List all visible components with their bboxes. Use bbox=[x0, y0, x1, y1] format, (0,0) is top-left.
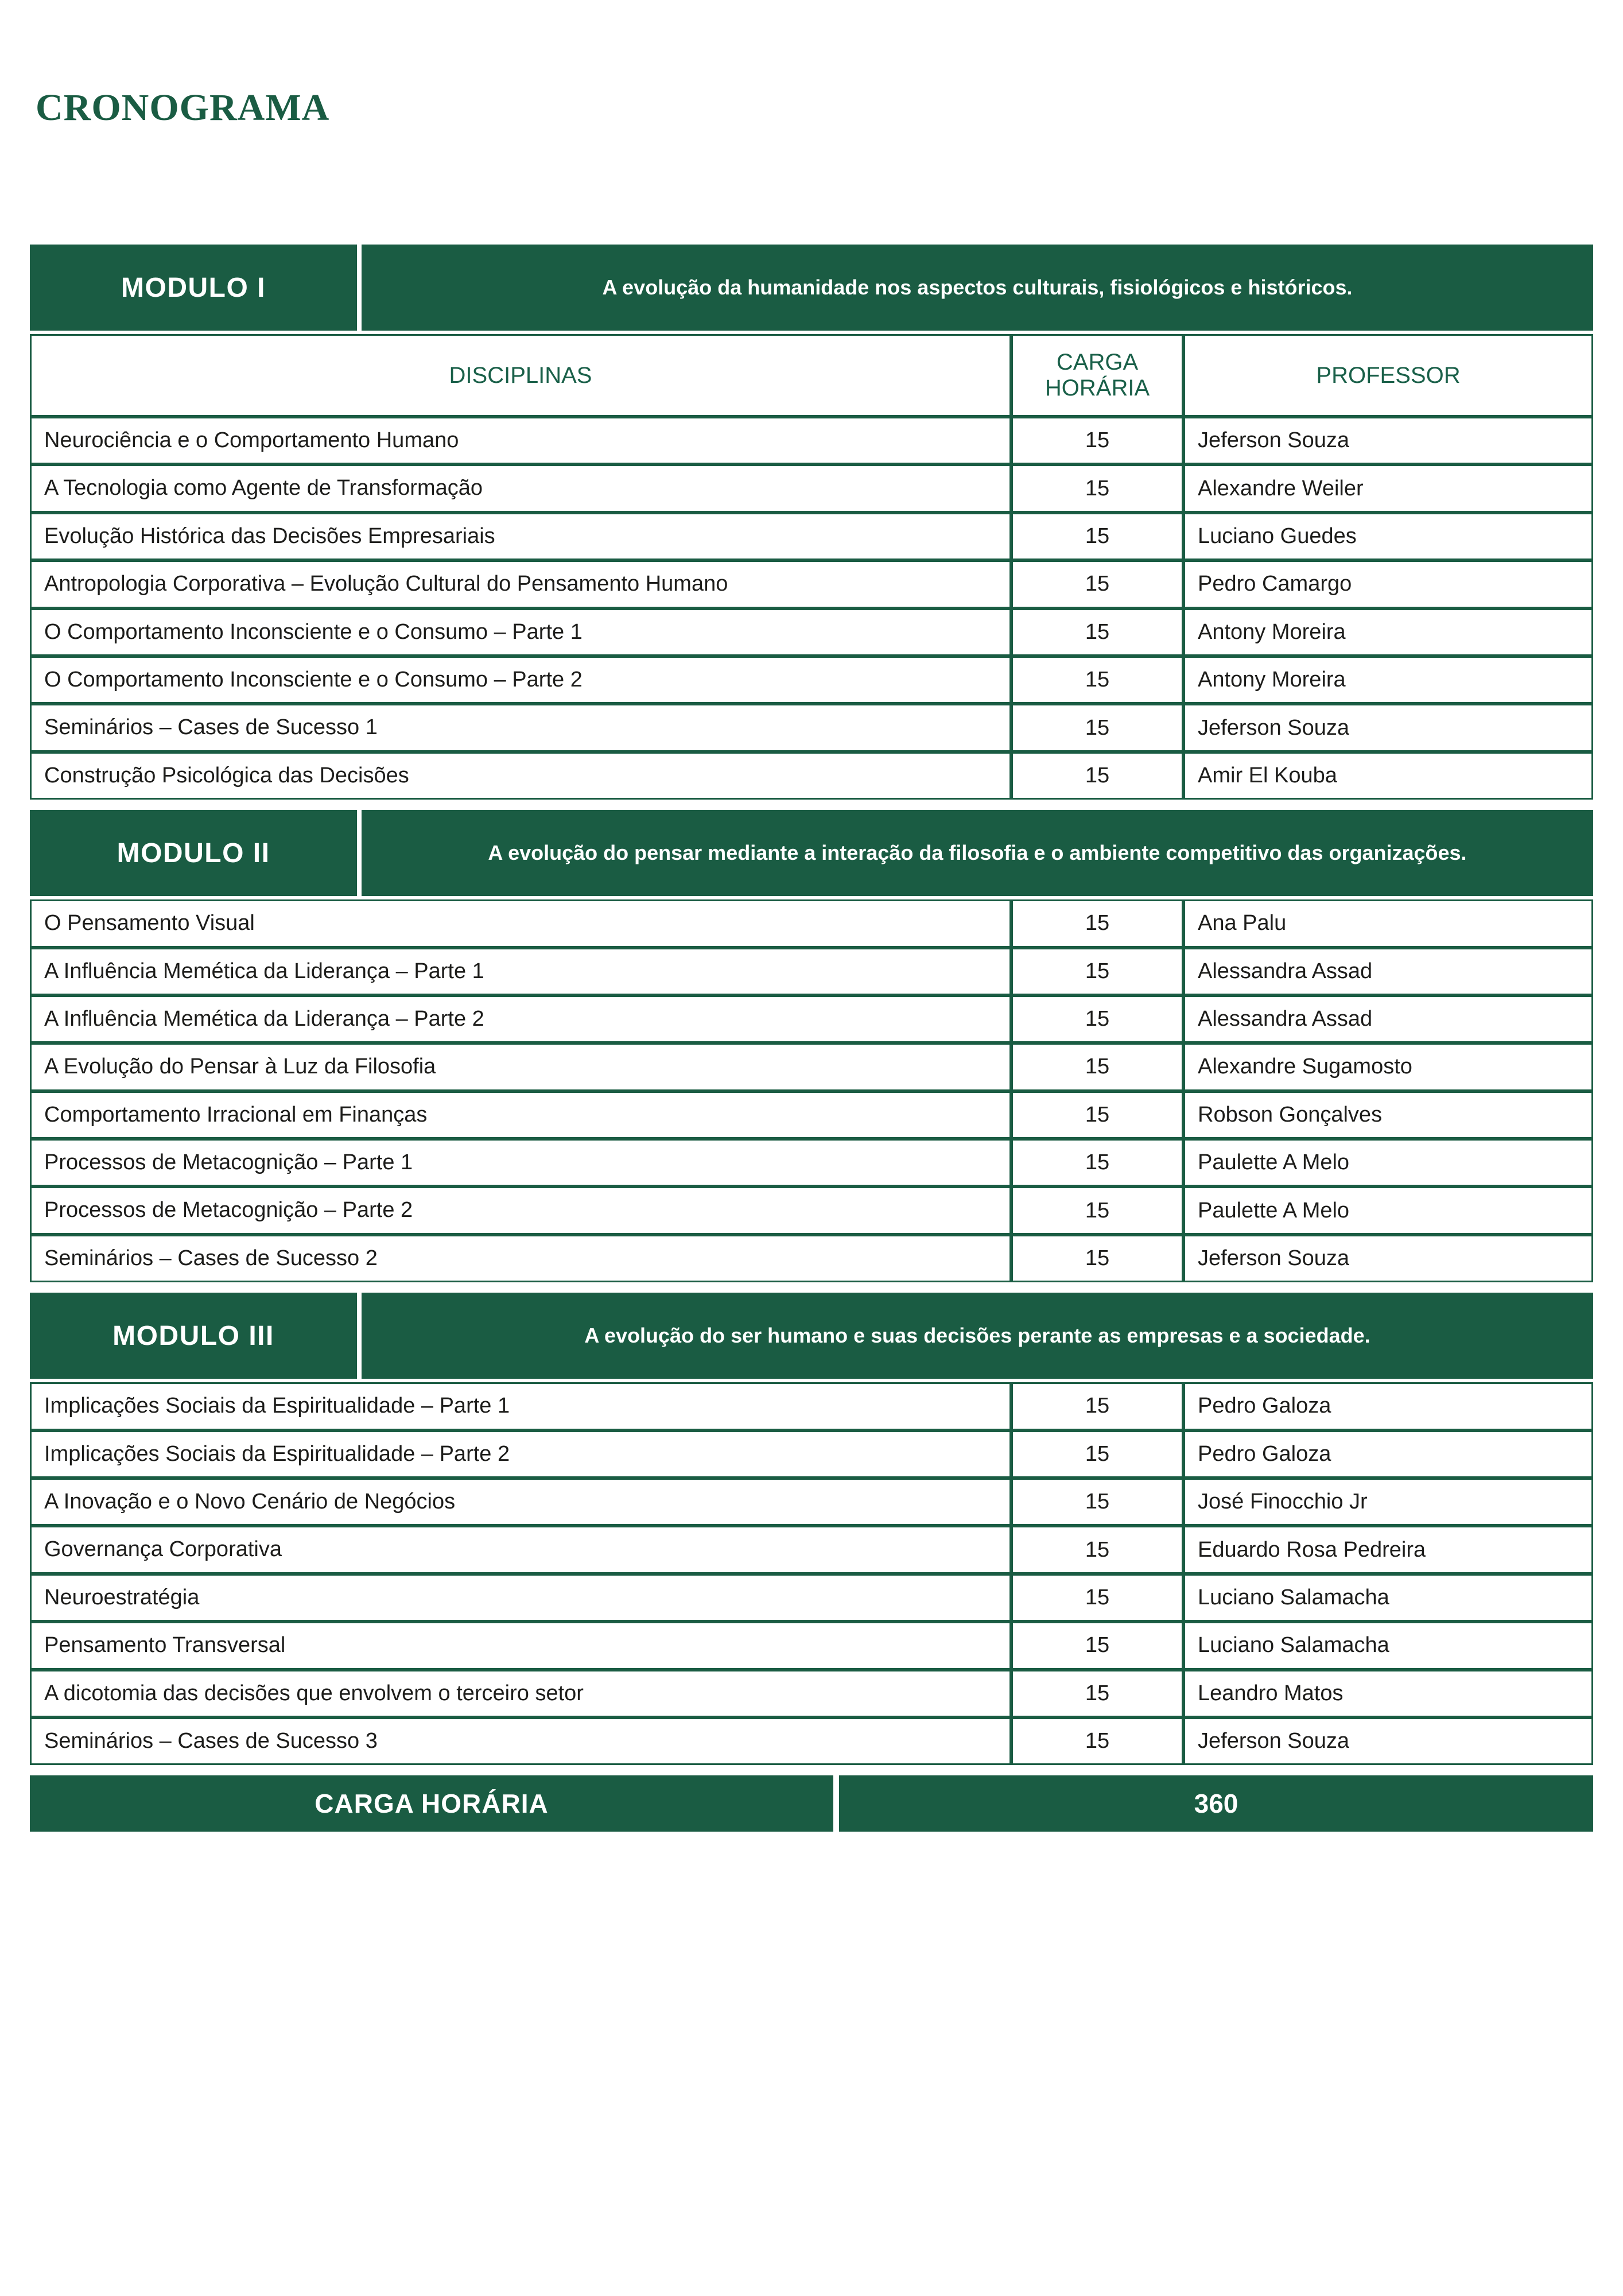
module-name: MODULO I bbox=[30, 245, 357, 331]
cell-professor: Antony Moreira bbox=[1183, 608, 1593, 656]
table-row bbox=[30, 608, 1593, 656]
cell-carga-horaria: 15 bbox=[1011, 1717, 1183, 1765]
cell-professor: Luciano Salamacha bbox=[1183, 1622, 1593, 1669]
column-header-carga-horaria: CARGA HORÁRIA bbox=[1011, 334, 1183, 417]
table-row bbox=[30, 417, 1593, 464]
cell-carga-horaria: 15 bbox=[1011, 1574, 1183, 1622]
cell-carga-horaria: 15 bbox=[1011, 1526, 1183, 1573]
cell-carga-horaria: 15 bbox=[1011, 1478, 1183, 1526]
table-row bbox=[30, 899, 1593, 947]
table-row bbox=[30, 948, 1593, 995]
cell-professor: Luciano Salamacha bbox=[1183, 1574, 1593, 1622]
cell-carga-horaria: 15 bbox=[1011, 948, 1183, 995]
cell-professor: Paulette A Melo bbox=[1183, 1186, 1593, 1234]
table-row bbox=[30, 1526, 1593, 1573]
cell-disciplina: Pensamento Transversal bbox=[30, 1622, 1011, 1669]
cell-carga-horaria: 15 bbox=[1011, 513, 1183, 560]
table-row bbox=[30, 560, 1593, 608]
cell-disciplina: O Pensamento Visual bbox=[30, 899, 1011, 947]
cell-disciplina: A Inovação e o Novo Cenário de Negócios bbox=[30, 1478, 1011, 1526]
cell-carga-horaria: 15 bbox=[1011, 1622, 1183, 1669]
table-row bbox=[30, 1717, 1593, 1765]
cell-carga-horaria: 15 bbox=[1011, 608, 1183, 656]
cell-carga-horaria: 15 bbox=[1011, 1382, 1183, 1430]
module-schedule-table bbox=[30, 334, 1593, 800]
cell-carga-horaria: 15 bbox=[1011, 1091, 1183, 1139]
cell-professor: Alexandre Sugamosto bbox=[1183, 1043, 1593, 1091]
total-divider bbox=[833, 1775, 839, 1832]
cell-disciplina: Processos de Metacognição – Parte 1 bbox=[30, 1139, 1011, 1186]
table-row bbox=[30, 1235, 1593, 1282]
module-header bbox=[30, 1293, 1593, 1379]
table-row bbox=[30, 1382, 1593, 1430]
cell-carga-horaria: 15 bbox=[1011, 995, 1183, 1043]
modules-container bbox=[30, 245, 1593, 1765]
column-header-professor: PROFESSOR bbox=[1183, 334, 1593, 417]
cell-disciplina: Construção Psicológica das Decisões bbox=[30, 752, 1011, 800]
cell-disciplina: A Influência Memética da Liderança – Parte 2 bbox=[30, 995, 1011, 1043]
cell-disciplina: Seminários – Cases de Sucesso 3 bbox=[30, 1717, 1011, 1765]
cell-disciplina: Evolução Histórica das Decisões Empresariais bbox=[30, 513, 1011, 560]
table-row bbox=[30, 1670, 1593, 1717]
column-header-disciplinas: DISCIPLINAS bbox=[30, 334, 1011, 417]
cell-carga-horaria: 15 bbox=[1011, 1670, 1183, 1717]
cell-disciplina: Governança Corporativa bbox=[30, 1526, 1011, 1573]
cell-carga-horaria: 15 bbox=[1011, 1186, 1183, 1234]
module-description: A evolução do ser humano e suas decisões perante as empresas e a sociedade. bbox=[362, 1293, 1593, 1379]
cell-carga-horaria: 15 bbox=[1011, 656, 1183, 704]
module-block bbox=[30, 1293, 1593, 1765]
total-carga-horaria-bar bbox=[30, 1775, 1593, 1832]
cell-carga-horaria: 15 bbox=[1011, 704, 1183, 751]
cell-professor: Alessandra Assad bbox=[1183, 948, 1593, 995]
cell-carga-horaria: 15 bbox=[1011, 1139, 1183, 1186]
table-row bbox=[30, 1186, 1593, 1234]
cell-professor: Robson Gonçalves bbox=[1183, 1091, 1593, 1139]
cell-professor: Leandro Matos bbox=[1183, 1670, 1593, 1717]
cell-professor: Antony Moreira bbox=[1183, 656, 1593, 704]
module-header-divider bbox=[357, 810, 362, 896]
cell-disciplina: Neuroestratégia bbox=[30, 1574, 1011, 1622]
cell-professor: Luciano Guedes bbox=[1183, 513, 1593, 560]
cell-disciplina: A Tecnologia como Agente de Transformação bbox=[30, 464, 1011, 512]
cell-carga-horaria: 15 bbox=[1011, 1043, 1183, 1091]
cell-professor: Jeferson Souza bbox=[1183, 417, 1593, 464]
table-row bbox=[30, 704, 1593, 751]
module-block bbox=[30, 810, 1593, 1282]
cell-professor: Amir El Kouba bbox=[1183, 752, 1593, 800]
module-header bbox=[30, 810, 1593, 896]
module-header-divider bbox=[357, 1293, 362, 1379]
cell-professor: Alessandra Assad bbox=[1183, 995, 1593, 1043]
page-title: CRONOGRAMA bbox=[36, 87, 330, 129]
cell-carga-horaria: 15 bbox=[1011, 464, 1183, 512]
table-row bbox=[30, 1574, 1593, 1622]
cell-professor: Pedro Galoza bbox=[1183, 1430, 1593, 1478]
table-row bbox=[30, 513, 1593, 560]
table-row bbox=[30, 1091, 1593, 1139]
cell-professor: Ana Palu bbox=[1183, 899, 1593, 947]
cell-disciplina: Implicações Sociais da Espiritualidade – Parte 2 bbox=[30, 1430, 1011, 1478]
table-row bbox=[30, 752, 1593, 800]
cell-disciplina: O Comportamento Inconsciente e o Consumo – Parte 1 bbox=[30, 608, 1011, 656]
table-row bbox=[30, 656, 1593, 704]
table-row bbox=[30, 1478, 1593, 1526]
module-header bbox=[30, 245, 1593, 331]
cell-carga-horaria: 15 bbox=[1011, 417, 1183, 464]
total-label: CARGA HORÁRIA bbox=[30, 1775, 833, 1832]
cell-professor: Paulette A Melo bbox=[1183, 1139, 1593, 1186]
cell-carga-horaria: 15 bbox=[1011, 560, 1183, 608]
table-row bbox=[30, 1043, 1593, 1091]
cell-disciplina: Antropologia Corporativa – Evolução Cultural do Pensamento Humano bbox=[30, 560, 1011, 608]
cell-disciplina: Implicações Sociais da Espiritualidade – Parte 1 bbox=[30, 1382, 1011, 1430]
cell-disciplina: O Comportamento Inconsciente e o Consumo – Parte 2 bbox=[30, 656, 1011, 704]
module-description: A evolução do pensar mediante a interação da filosofia e o ambiente competitivo das organizações. bbox=[362, 810, 1593, 896]
cell-professor: Pedro Galoza bbox=[1183, 1382, 1593, 1430]
table-row bbox=[30, 1430, 1593, 1478]
cell-professor: Jeferson Souza bbox=[1183, 1717, 1593, 1765]
cell-carga-horaria: 15 bbox=[1011, 1235, 1183, 1282]
table-row bbox=[30, 1139, 1593, 1186]
cell-professor: Jeferson Souza bbox=[1183, 1235, 1593, 1282]
module-block bbox=[30, 245, 1593, 800]
module-schedule-table bbox=[30, 1382, 1593, 1765]
cell-professor: Alexandre Weiler bbox=[1183, 464, 1593, 512]
cell-carga-horaria: 15 bbox=[1011, 899, 1183, 947]
module-schedule-table bbox=[30, 899, 1593, 1282]
cell-carga-horaria: 15 bbox=[1011, 1430, 1183, 1478]
table-header-row bbox=[30, 334, 1593, 417]
cell-disciplina: Neurociência e o Comportamento Humano bbox=[30, 417, 1011, 464]
cell-professor: Jeferson Souza bbox=[1183, 704, 1593, 751]
cell-disciplina: Seminários – Cases de Sucesso 1 bbox=[30, 704, 1011, 751]
cell-carga-horaria: 15 bbox=[1011, 752, 1183, 800]
cell-professor: Pedro Camargo bbox=[1183, 560, 1593, 608]
cell-disciplina: A Influência Memética da Liderança – Parte 1 bbox=[30, 948, 1011, 995]
module-description: A evolução da humanidade nos aspectos culturais, fisiológicos e históricos. bbox=[362, 245, 1593, 331]
table-row bbox=[30, 464, 1593, 512]
cell-disciplina: A Evolução do Pensar à Luz da Filosofia bbox=[30, 1043, 1011, 1091]
cell-disciplina: Processos de Metacognição – Parte 2 bbox=[30, 1186, 1011, 1234]
module-name: MODULO III bbox=[30, 1293, 357, 1379]
cell-disciplina: Seminários – Cases de Sucesso 2 bbox=[30, 1235, 1011, 1282]
total-value: 360 bbox=[839, 1775, 1593, 1832]
table-row bbox=[30, 995, 1593, 1043]
cell-disciplina: A dicotomia das decisões que envolvem o terceiro setor bbox=[30, 1670, 1011, 1717]
cell-professor: Eduardo Rosa Pedreira bbox=[1183, 1526, 1593, 1573]
module-header-divider bbox=[357, 245, 362, 331]
table-row bbox=[30, 1622, 1593, 1669]
cell-disciplina: Comportamento Irracional em Finanças bbox=[30, 1091, 1011, 1139]
module-name: MODULO II bbox=[30, 810, 357, 896]
cell-professor: José Finocchio Jr bbox=[1183, 1478, 1593, 1526]
